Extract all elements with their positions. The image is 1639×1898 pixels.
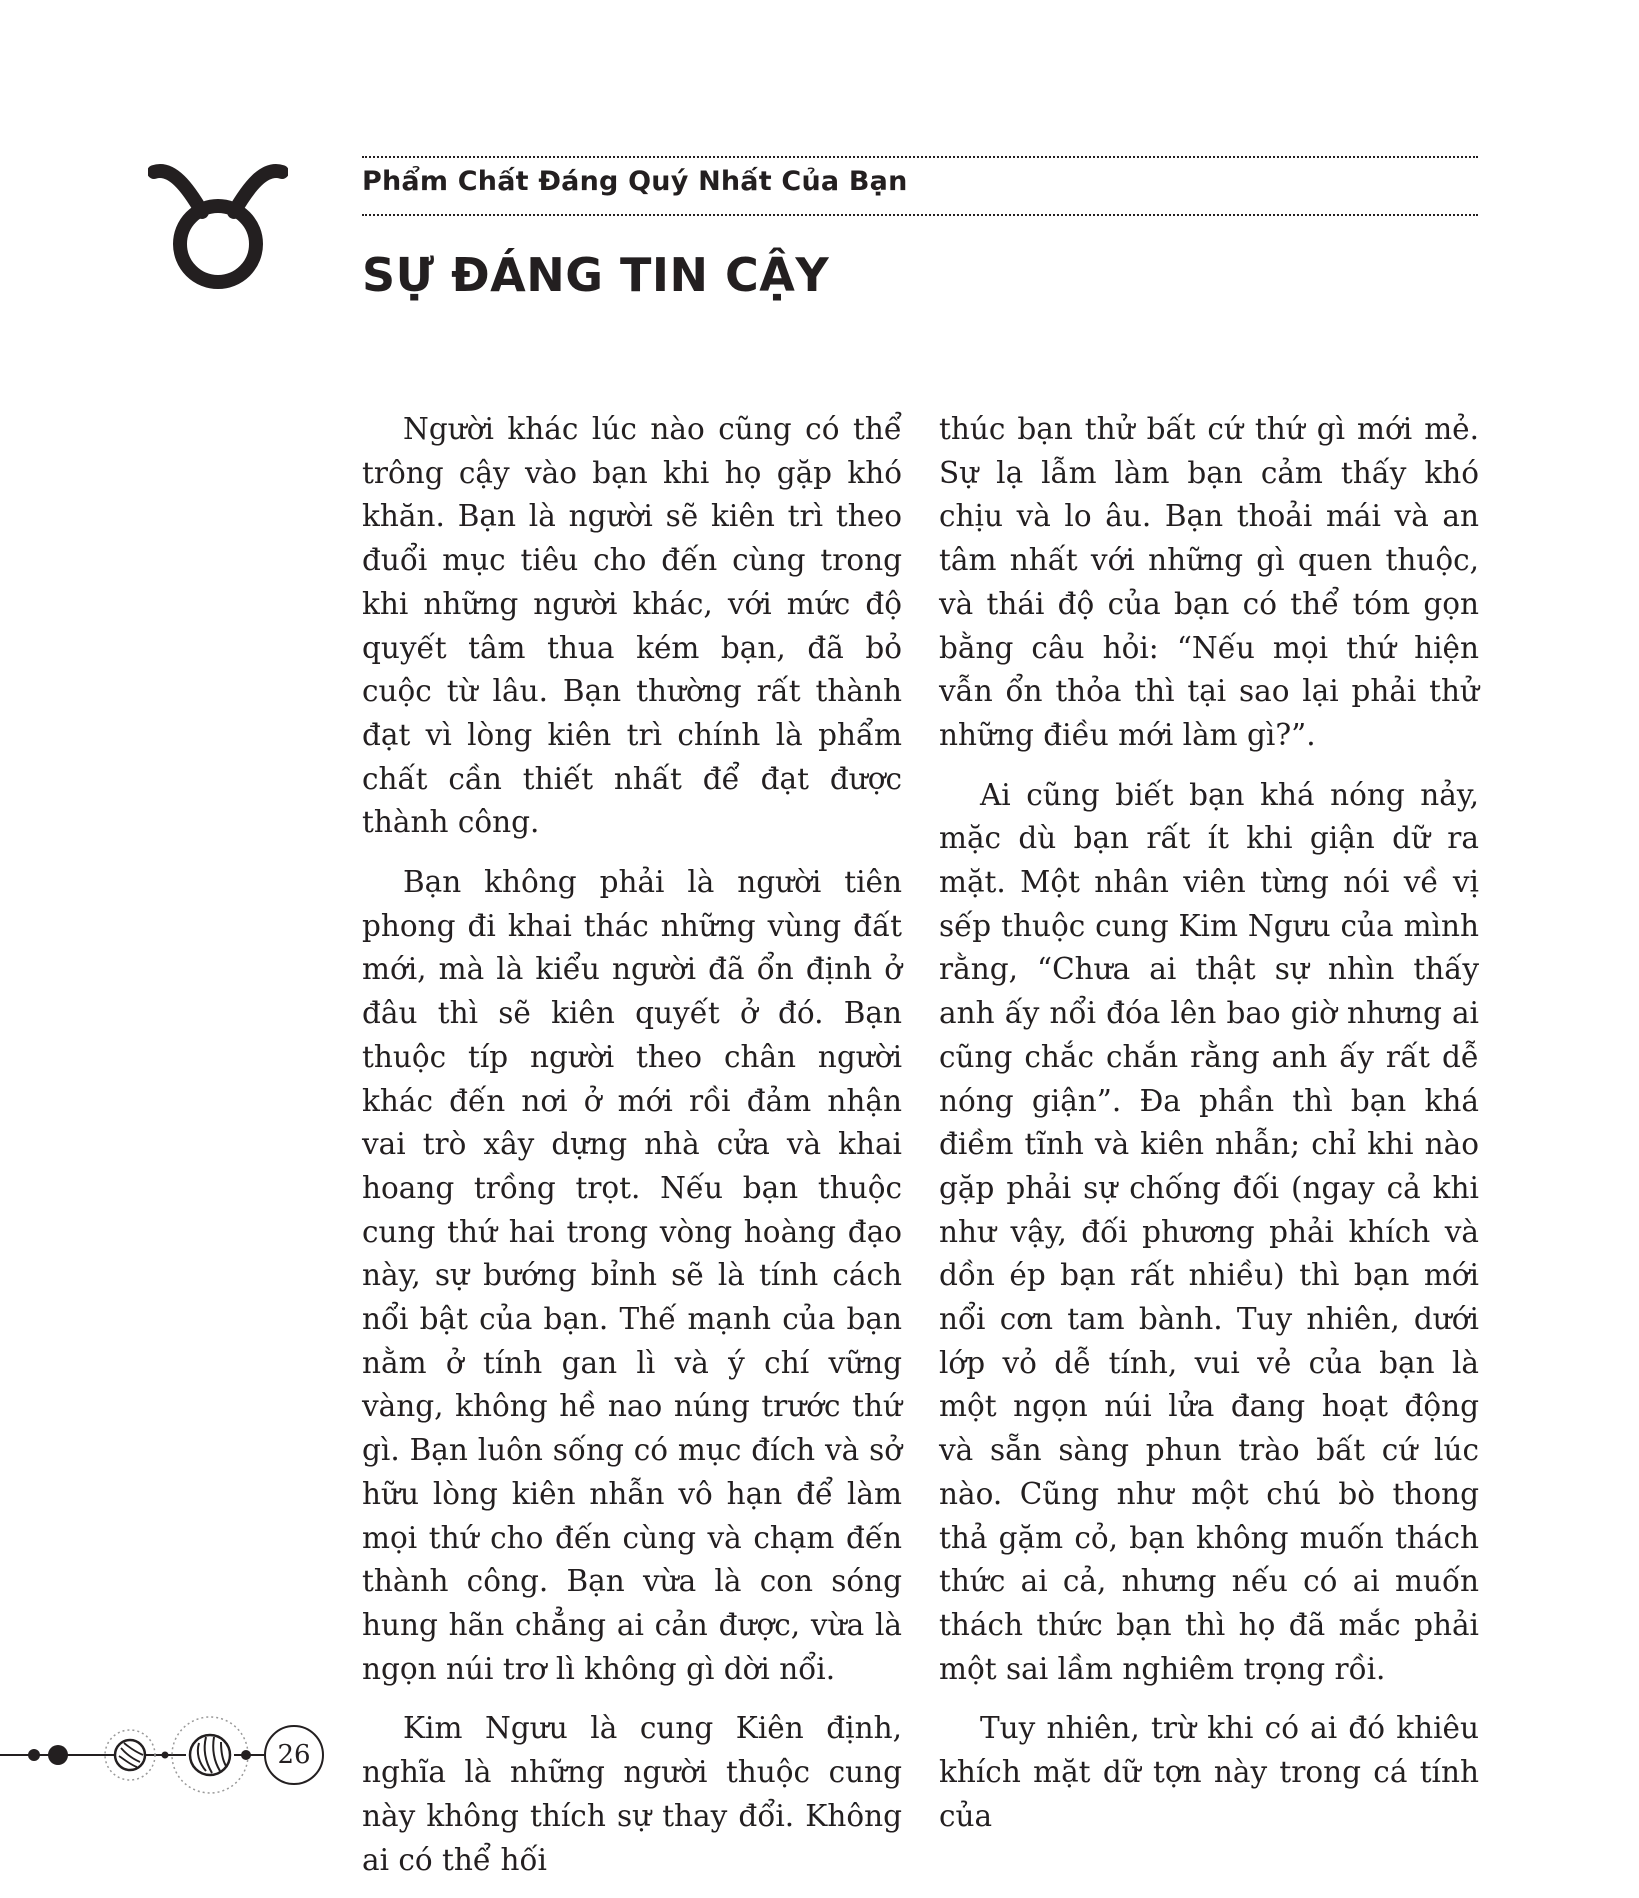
taurus-glyph-icon: [148, 158, 288, 298]
body-paragraph: Kim Ngưu là cung Kiên định, nghĩa là những người thuộc cung này không thích sự thay đổi. Không ai có thể hối: [362, 1711, 902, 1877]
page-number: 26: [277, 1740, 311, 1770]
section-subtitle: Phẩm Chất Đáng Quý Nhất Của Bạn: [362, 166, 908, 197]
body-paragraph: Tuy nhiên, trừ khi có ai đó khiêu khích mặt dữ tợn này trong cá tính của: [939, 1711, 1479, 1833]
header-rule-top: [362, 156, 1478, 158]
body-paragraph: Ai cũng biết bạn khá nóng nảy, mặc dù bạn rất ít khi giận dữ ra mặt. Một nhân viên từng nói về vị sếp thuộc cung Kim Ngưu của mình rằng, “Chưa ai thật sự nhìn thấy anh ấy nổi đóa lên bao giờ nhưng ai cũng chắc chắn rằng anh ấy rất dễ nóng giận”. Đa phần thì bạn khá điềm tĩnh và kiên nhẫn; chỉ khi nào gặp phải sự chống đối (ngay cả khi như vậy, đối phương phải khích và dồn ép bạn rất nhiều) thì bạn mới nổi cơn tam bành. Tuy nhiên, dưới lớp vỏ dễ tính, vui vẻ của bạn là một ngọn núi lửa đang hoạt động và sẵn sàng phun trào bất cứ lúc nào. Cũng như một chú bò thong thả gặm cỏ, bạn không muốn thách thức ai cả, nhưng nếu có ai muốn thách thức bạn thì họ đã mắc phải một sai lầm nghiêm trọng rồi.: [939, 777, 1479, 1686]
body-paragraph: Bạn không phải là người tiên phong đi khai thác những vùng đất mới, mà là kiểu người đã ổn định ở đâu thì sẽ kiên quyết ở đó. Bạn thuộc típ người theo chân người khác đến nơi ở mới rồi đảm nhận vai trò xây dựng nhà cửa và khai hoang trồng trọt. Nếu bạn thuộc cung thứ hai trong vòng hoàng đạo này, sự bướng bỉnh sẽ là tính cách nổi bật của bạn. Thế mạnh của bạn nằm ở tính gan lì và ý chí vững vàng, không hề nao núng trước thứ gì. Bạn luôn sống có mục đích và sở hữu lòng kiên nhẫn vô hạn để làm mọi thứ cho đến cùng và chạm đến thành công. Bạn vừa là con sóng hung hãn chẳng ai cản được, vừa là ngọn núi trơ lì không gì dời nổi.: [362, 865, 902, 1686]
body-column-left: [362, 408, 902, 1898]
header-rule-bottom: [362, 214, 1478, 216]
body-paragraph: Người khác lúc nào cũng có thể trông cậy vào bạn khi họ gặp khó khăn. Bạn là người sẽ kiên trì theo đuổi mục tiêu cho đến cùng trong khi những người khác, với mức độ quyết tâm thua kém bạn, đã bỏ cuộc từ lâu. Bạn thường rất thành đạt vì lòng kiên trì chính là phẩm chất cần thiết nhất để đạt được thành công.: [362, 412, 902, 840]
page-title: SỰ ĐÁNG TIN CẬY: [362, 248, 830, 302]
body-paragraph: thúc bạn thử bất cứ thứ gì mới mẻ. Sự lạ lẫm làm bạn cảm thấy khó chịu và lo âu. Bạn thoải mái và an tâm nhất với những gì quen thuộc, và thái độ của bạn có thể tóm gọn bằng câu hỏi: “Nếu mọi thứ hiện vẫn ổn thỏa thì tại sao lại phải thử những điều mới làm gì?”.: [939, 412, 1479, 752]
body-column-right: [939, 408, 1479, 1855]
